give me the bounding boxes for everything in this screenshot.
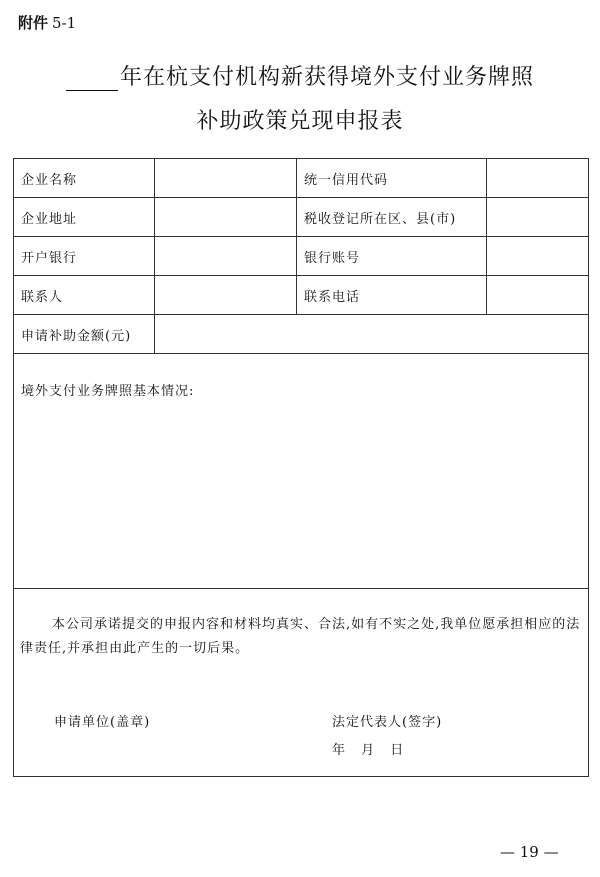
credit-code-cell[interactable] xyxy=(487,159,589,198)
company-name-cell[interactable] xyxy=(155,159,297,198)
form-row-bank xyxy=(14,237,589,276)
company-name-label: 企业名称 xyxy=(14,159,155,198)
form-row-subsidy xyxy=(14,315,589,354)
subsidy-amount-label: 申请补助金额(元) xyxy=(14,315,155,354)
company-address-label: 企业地址 xyxy=(14,198,155,237)
form-row-pledge xyxy=(14,589,589,777)
bank-label: 开户银行 xyxy=(14,237,155,276)
subsidy-amount-cell[interactable] xyxy=(155,315,589,354)
tax-district-cell[interactable] xyxy=(487,198,589,237)
bank-account-cell[interactable] xyxy=(487,237,589,276)
license-info-cell[interactable] xyxy=(14,354,589,589)
license-info-label: 境外支付业务牌照基本情况: xyxy=(21,384,195,399)
page-number: — 19 — xyxy=(500,843,559,861)
form-row-contact xyxy=(14,276,589,315)
contact-phone-label: 联系电话 xyxy=(297,276,487,315)
title-line-1 xyxy=(0,60,600,91)
pledge-cell xyxy=(14,589,589,777)
pledge-text: 本公司承诺提交的申报内容和材料均真实、合法,如有不实之处,我单位愿承担相应的法律责任,并承担由此产生的一切后果。 xyxy=(20,617,581,656)
date-label: 年 月 日 xyxy=(332,743,405,758)
legal-rep-signature-label: 法定代表人(签字) xyxy=(332,715,443,730)
title-line-1-text: 年在杭支付机构新获得境外支付业务牌照 xyxy=(119,65,534,90)
year-blank xyxy=(66,70,118,91)
form-row-license-info xyxy=(14,354,589,589)
contact-phone-cell[interactable] xyxy=(487,276,589,315)
company-address-cell[interactable] xyxy=(155,198,297,237)
bank-account-label: 银行账号 xyxy=(297,237,487,276)
tax-district-label: 税收登记所在区、县(市) xyxy=(297,198,487,237)
bank-cell[interactable] xyxy=(155,237,297,276)
form-row-company xyxy=(14,159,589,198)
applicant-seal-label: 申请单位(盖章) xyxy=(54,715,151,730)
application-form-table xyxy=(13,158,589,777)
contact-cell[interactable] xyxy=(155,276,297,315)
contact-label: 联系人 xyxy=(14,276,155,315)
attachment-label xyxy=(18,12,76,33)
form-row-address xyxy=(14,198,589,237)
attachment-label-text: 附件 xyxy=(18,14,49,32)
attachment-number: 5-1 xyxy=(52,14,77,32)
title-line-2: 补助政策兑现申报表 xyxy=(196,109,404,134)
credit-code-label: 统一信用代码 xyxy=(297,159,487,198)
